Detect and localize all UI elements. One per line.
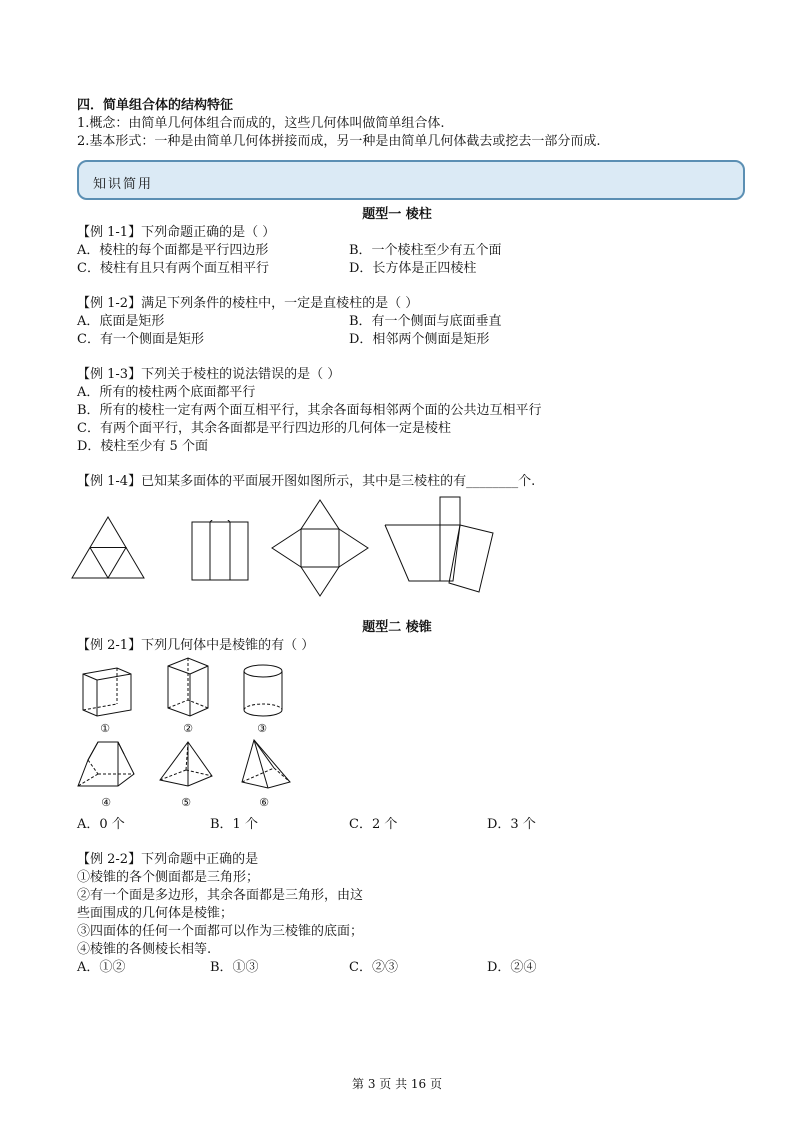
solid-label-4: ④ <box>101 796 111 809</box>
ex22-stem: 【例 2-2】下列命题中正确的是 <box>77 852 259 867</box>
solid-label-6: ⑥ <box>259 796 269 809</box>
ex12-option-d: D．相邻两个侧面是矩形 <box>349 332 490 347</box>
ex12-option-c: C．有一个侧面是矩形 <box>77 332 204 347</box>
solid-figure-1 <box>79 660 135 722</box>
ex21-option-b: B．1 个 <box>210 817 258 832</box>
ex22-option-b: B．①③ <box>210 960 259 975</box>
banner-label: 知识简用 <box>93 177 154 192</box>
ex14-stem: 【例 1-4】已知某多面体的平面展开图如图所示，其中是三棱柱的有________个. <box>77 474 536 489</box>
solid-label-2: ② <box>183 722 193 735</box>
ex13-stem: 【例 1-3】下列关于棱柱的说法错误的是（ ） <box>77 367 341 382</box>
ex12-option-b: B．有一个侧面与底面垂直 <box>349 314 502 329</box>
ex11-option-c: C．棱柱有且只有两个面互相平行 <box>77 261 269 276</box>
ex22-statement-3: ③四面体的任何一个面都可以作为三棱锥的底面； <box>77 924 364 939</box>
solid-figure-2 <box>164 656 214 720</box>
knowledge-banner <box>77 160 745 200</box>
ex21-option-c: C．2 个 <box>349 817 398 832</box>
type1-title: 题型一 棱柱 <box>362 207 432 222</box>
solid-label-3: ③ <box>257 722 267 735</box>
ex12-option-a: A．底面是矩形 <box>77 314 165 329</box>
solid-label-5: ⑤ <box>181 796 191 809</box>
concept-line: 1.概念：由简单几何体组合而成的，这些几何体叫做简单组合体. <box>77 116 445 131</box>
ex22-statement-1: ①棱锥的各个侧面都是三角形； <box>77 870 260 885</box>
ex21-stem: 【例 2-1】下列几何体中是棱锥的有（ ） <box>77 638 315 653</box>
ex13-option-c: C．有两个面平行，其余各面都是平行四边形的几何体一定是棱柱 <box>77 421 451 436</box>
ex22-statement-2b: 些面围成的几何体是棱锥； <box>77 906 234 921</box>
net-figure-irregular <box>383 495 495 595</box>
solid-figure-4 <box>74 738 138 794</box>
solid-figure-3 <box>241 662 285 720</box>
ex22-statement-4: ④棱锥的各侧棱长相等. <box>77 942 212 957</box>
page-footer: 第 3 页 共 16 页 <box>352 1077 442 1091</box>
ex22-option-c: C．②③ <box>349 960 398 975</box>
ex11-option-a: A．棱柱的每个面都是平行四边形 <box>77 243 269 258</box>
ex21-option-a: A．0 个 <box>77 817 125 832</box>
ex21-option-d: D．3 个 <box>487 817 536 832</box>
ex12-stem: 【例 1-2】满足下列条件的棱柱中，一定是直棱柱的是（ ） <box>77 296 419 311</box>
solid-label-1: ① <box>100 722 110 735</box>
ex13-option-d: D．棱柱至少有 5 个面 <box>77 439 208 454</box>
ex22-statement-2a: ②有一个面是多边形，其余各面都是三角形，由这 <box>77 888 364 903</box>
section-heading: 四．简单组合体的结构特征 <box>77 98 234 113</box>
ex22-option-a: A．①② <box>77 960 126 975</box>
net-figure-square-pyramid <box>270 498 370 598</box>
ex22-option-d: D．②④ <box>487 960 537 975</box>
net-figure-rectangles <box>190 520 250 582</box>
form-line: 2.基本形式：一种是由简单几何体拼接而成，另一种是由简单几何体截去或挖去一部分而成. <box>77 134 601 149</box>
solid-figure-6 <box>238 738 294 794</box>
ex13-option-a: A．所有的棱柱两个底面都平行 <box>77 385 256 400</box>
net-figure-triangle <box>70 515 146 581</box>
ex11-option-b: B．一个棱柱至少有五个面 <box>349 243 502 258</box>
ex11-option-d: D．长方体是正四棱柱 <box>349 261 477 276</box>
ex13-option-b: B．所有的棱柱一定有两个面互相平行，其余各面每相邻两个面的公共边互相平行 <box>77 403 542 418</box>
type2-title: 题型二 棱锥 <box>362 620 432 635</box>
solid-figure-5 <box>158 740 214 792</box>
ex11-stem: 【例 1-1】下列命题正确的是（ ） <box>77 225 276 240</box>
